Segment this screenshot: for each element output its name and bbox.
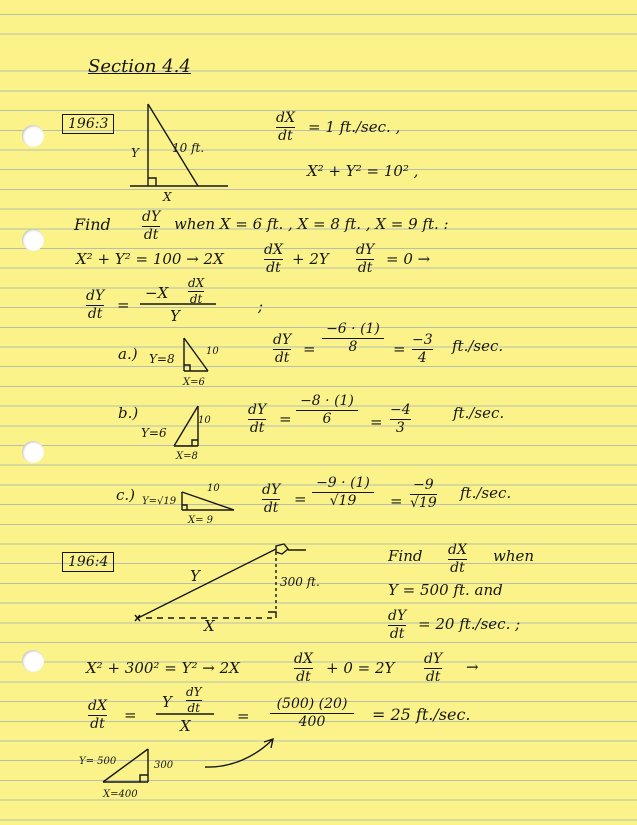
given-rate: = 20 ft./sec. ; <box>418 615 521 633</box>
find-conditions: when X = 6 ft. , X = 8 ft. , X = 9 ft. : <box>174 215 449 233</box>
denominator-term: X <box>180 717 191 735</box>
dx-dt-fraction: dX dt <box>188 276 205 306</box>
equation-part: + 2Y <box>292 250 329 268</box>
numerator-term: −X <box>145 284 169 302</box>
dy-dt-fraction: dY dt <box>424 651 443 685</box>
given-equation: X² + Y² = 10² , <box>307 162 419 180</box>
dx-dt-fraction: dX dt <box>88 698 107 732</box>
hypotenuse-label: Y= 500 <box>79 756 117 767</box>
section-title: Section 4.4 <box>88 56 191 77</box>
problem-label: 196:4 <box>62 552 114 572</box>
equation-part: + 0 = 2Y <box>326 659 395 677</box>
dy-dt-fraction: dY dt <box>388 608 407 642</box>
hypotenuse: 10 <box>198 415 211 426</box>
equation-part: → <box>466 658 479 676</box>
equals-sign: = <box>279 410 292 428</box>
equals-sign: = <box>117 296 130 314</box>
height-label: 300 ft. <box>280 575 320 589</box>
equals-sign: = <box>370 413 383 431</box>
numerator-term: Y <box>162 693 172 711</box>
find-word: Find <box>388 547 423 565</box>
value-fraction: −6 · (1) 8 <box>322 322 384 354</box>
hypotenuse: 10 <box>207 483 220 494</box>
part-label: b.) <box>118 404 139 422</box>
dx-dt-fraction: dX dt <box>264 242 283 276</box>
dx-dt-fraction: dX dt <box>294 651 313 685</box>
leg-x: X=8 <box>176 451 198 462</box>
equals-sign: = <box>303 340 316 358</box>
dy-dt-fraction: dY dt <box>262 482 281 516</box>
answer-fraction: −9 √19 <box>410 477 437 511</box>
part-label: a.) <box>118 345 138 363</box>
answer-fraction: −3 4 <box>412 332 433 366</box>
value-fraction: −8 · (1) 6 <box>296 394 358 426</box>
equals-sign: = <box>390 492 403 510</box>
leg-y: Y=6 <box>141 426 167 440</box>
semicolon: ; <box>258 297 264 315</box>
equation-part: = 0 → <box>386 250 431 268</box>
dy-dt-fraction: dY dt <box>186 685 202 715</box>
equals-sign: = <box>124 706 137 724</box>
given-rate: = 1 ft./sec. , <box>308 118 401 136</box>
hypotenuse-label: 10 ft. <box>172 141 205 155</box>
problem-label: 196:3 <box>62 114 114 134</box>
leg-x: X= 9 <box>188 515 214 526</box>
value-fraction: (500) (20) 400 <box>270 697 354 729</box>
find-fraction: dY dt <box>142 209 161 243</box>
ground-label: X <box>204 617 215 635</box>
value-fraction: −9 · (1) √19 <box>312 476 374 508</box>
base-label: X=400 <box>103 789 138 800</box>
units: ft./sec. <box>460 484 512 502</box>
result: = 25 ft./sec. <box>372 705 471 724</box>
leg-y: Y=√19 <box>142 496 177 507</box>
part-label: c.) <box>116 486 136 504</box>
denominator-term: Y <box>170 307 180 325</box>
dy-dt-fraction: dY dt <box>356 242 375 276</box>
equals-sign: = <box>294 490 307 508</box>
equals-sign: = <box>237 707 250 725</box>
side-x-label: X <box>163 190 172 204</box>
hypotenuse: 10 <box>206 346 219 357</box>
dy-dt-fraction: dY dt <box>273 332 292 366</box>
equals-sign: = <box>393 340 406 358</box>
hypotenuse-label: Y <box>190 567 200 585</box>
rate-fraction: dX dt <box>276 110 295 144</box>
units: ft./sec. <box>453 404 505 422</box>
dy-dt-fraction: dY dt <box>86 288 105 322</box>
find-word: Find <box>74 215 111 234</box>
dy-dt-fraction: dY dt <box>248 402 267 436</box>
side-y-label: Y <box>131 146 139 160</box>
leg-y: Y=8 <box>149 352 175 366</box>
units: ft./sec. <box>452 337 504 355</box>
when-word: when <box>493 547 535 565</box>
given-position: Y = 500 ft. and <box>388 581 503 599</box>
dx-dt-fraction: dX dt <box>448 542 467 576</box>
answer-fraction: −4 3 <box>390 402 411 436</box>
equation-part: X² + 300² = Y² → 2X <box>86 659 240 677</box>
equation-part: X² + Y² = 100 → 2X <box>76 250 224 268</box>
leg-x: X=6 <box>183 377 205 388</box>
leg-label: 300 <box>154 760 174 771</box>
